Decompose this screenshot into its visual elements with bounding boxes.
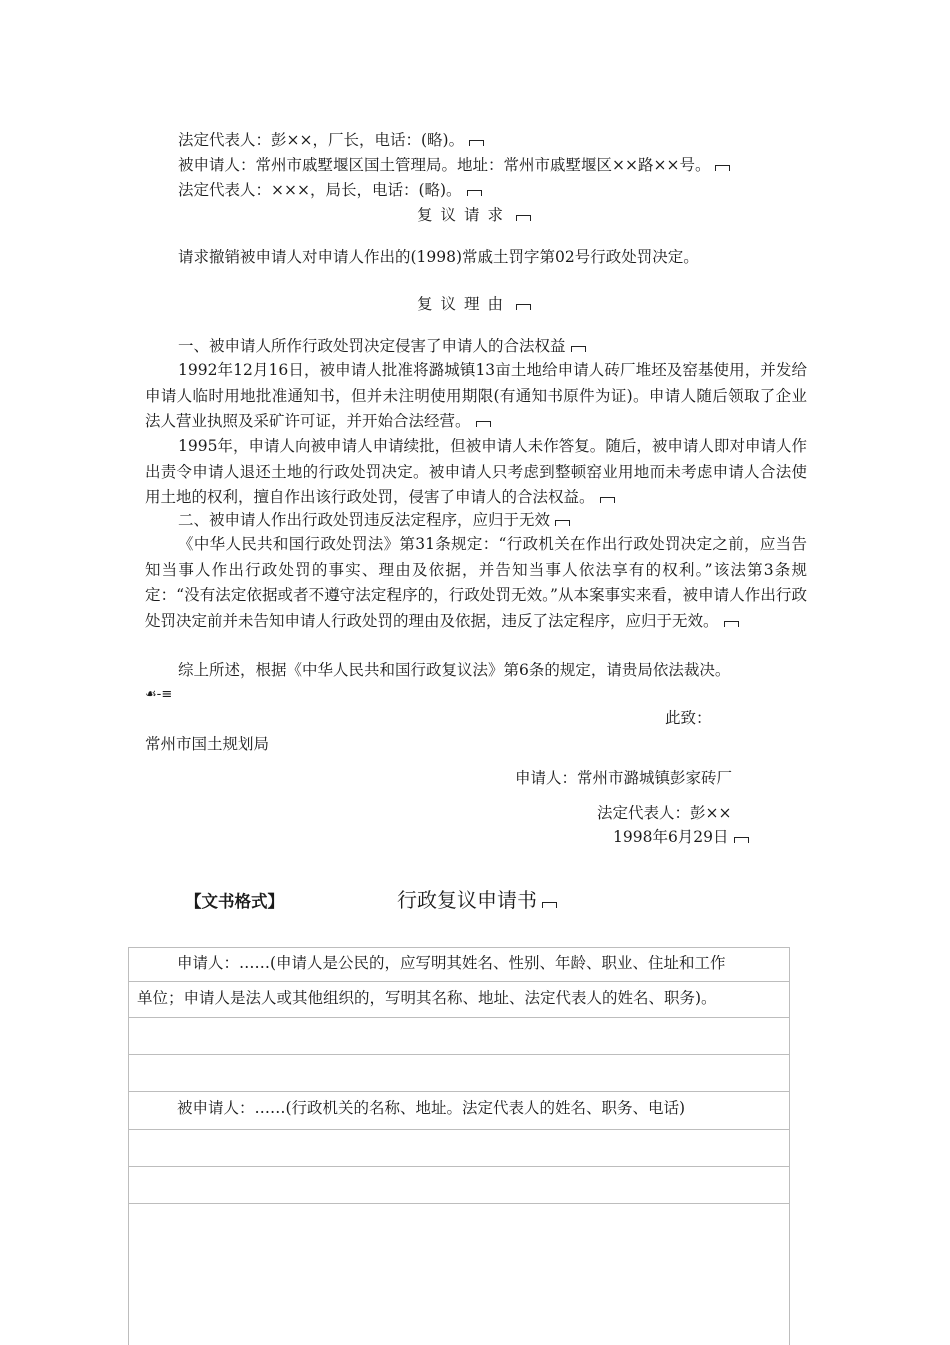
paragraph-mark-icon [571,346,586,352]
form-rule [129,1054,789,1055]
representative-line-1: 法定代表人：彭××，厂长，电话：(略)。 [178,128,484,152]
point2-paragraph-1: 《中华人民共和国行政处罚法》第31条规定：“行政机关在作出行政处罚决定之前，应当告知当事人作出行政处罚的事实、理由及依据，并告知当事人依法享有的权利。”该法第3条规定：“没有法定依据或者不遵守法定程序的，行政处罚无效。”从本案事实来看，被申请人作出行政处罚决定前并未告知申请人行政处罚的理由及依据，违反了法定程序，应归于无效。 [145,535,807,630]
form-rule [129,1166,789,1167]
paragraph-mark-icon [715,165,730,171]
template-label: 【文书格式】 [185,892,284,911]
point1-paragraph-2: 1995年，申请人向被申请人申请续批，但被申请人未作答复。随后，被申请人即对申请人作出责令申请人退还土地的行政处罚决定。被申请人只考虑到整顿窑业用地而未考虑申请人合法使用土地的权利，擅自作出该行政处罚，侵害了申请人的合法权益。 [145,437,807,506]
applicant-instruction-line-2: 单位；申请人是法人或其他组织的，写明其名称、地址、法定代表人的姓名、职务)。 [137,989,717,1007]
reasons-heading: 复议理由 [417,292,531,314]
recipient: 常州市国土规划局 [145,735,270,753]
point1-title: 一、被申请人所作行政处罚决定侵害了申请人的合法权益 [178,334,586,358]
paragraph-mark-icon [555,520,570,526]
form-rule [129,981,789,982]
form-rule [129,1091,789,1092]
form-rule [129,1129,789,1130]
paragraph-mark-icon [516,304,531,310]
request-text: 请求撤销被申请人对申请人作出的(1998)常戚土罚字第02号行政处罚决定。 [178,248,699,266]
ornament-icon: ☙-≡ [145,687,173,702]
form-rule [129,1203,789,1204]
signature-date: 1998年6月29日 [613,825,749,849]
paragraph-mark-icon [467,190,482,196]
paragraph-mark-icon [542,902,557,908]
salutation: 此致： [665,709,712,727]
signature-applicant: 申请人：常州市潞城镇彭家砖厂 [515,769,733,787]
form-rule [129,1017,789,1018]
paragraph-mark-icon [469,140,484,146]
paragraph-mark-icon [724,621,739,627]
paragraph-mark-icon [734,837,749,843]
respondent-instruction-line: 被申请人：……(行政机关的名称、地址。法定代表人的姓名、职务、电话) [177,1099,686,1117]
point2-title: 二、被申请人作出行政处罚违反法定程序，应归于无效 [178,508,570,532]
point1-paragraph-1: 1992年12月16日，被申请人批准将潞城镇13亩土地给申请人砖厂堆坯及窑基使用，并发给申请人临时用地批准通知书，但并未注明使用期限(有通知书原件为证)。申请人随后领取了企业法人营业执照及采矿许可证，并开始合法经营。 [145,361,807,430]
template-title: 行政复议申请书 [397,884,557,913]
conclusion-text: 综上所述，根据《中华人民共和国行政复议法》第6条的规定，请贵局依法裁决。 [178,661,731,679]
paragraph-mark-icon [476,421,491,427]
request-heading: 复议请求 [417,203,531,225]
applicant-instruction-line-1: 申请人：……(申请人是公民的，应写明其姓名、性别、年龄、职业、住址和工作 [177,954,726,972]
respondent-line: 被申请人：常州市戚墅堰区国土管理局。地址：常州市戚墅堰区××路××号。 [178,153,730,177]
paragraph-mark-icon [516,215,531,221]
template-form-table [128,947,790,1345]
representative-line-2: 法定代表人：×××，局长，电话：(略)。 [178,178,482,202]
signature-representative: 法定代表人：彭×× [597,804,732,822]
paragraph-mark-icon [600,497,615,503]
